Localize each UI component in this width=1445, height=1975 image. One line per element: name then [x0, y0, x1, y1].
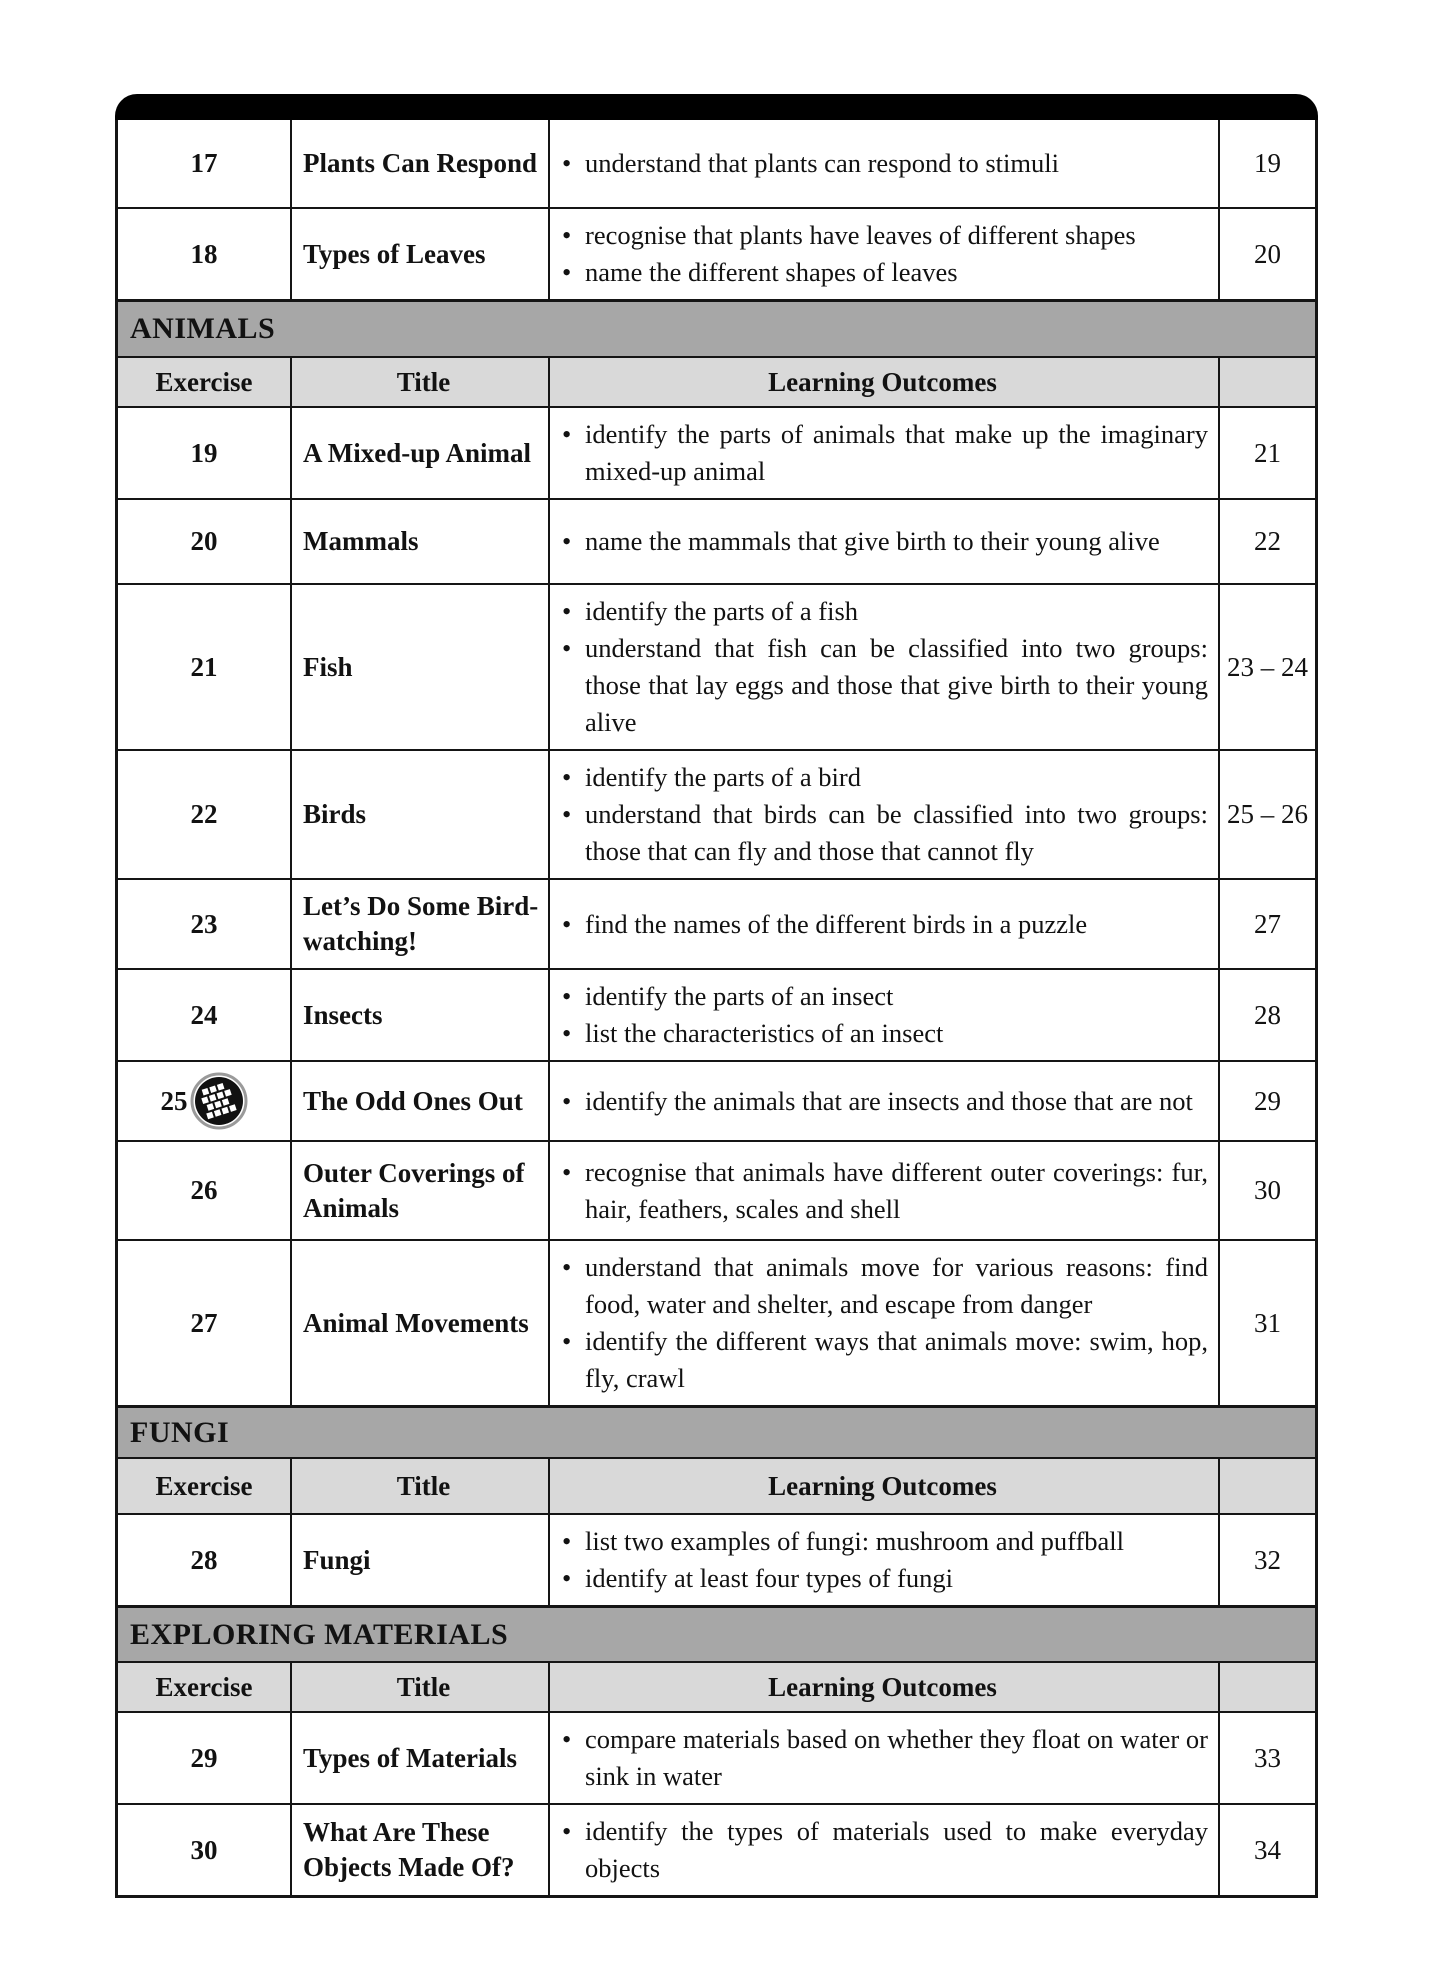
- col-header-title: Title: [396, 1470, 451, 1501]
- page-number: 19: [1254, 148, 1281, 178]
- section-band-animals: [118, 299, 1315, 356]
- exercise-title: The Odd Ones Out: [303, 1085, 523, 1116]
- table-row: [118, 1060, 1315, 1140]
- exercise-number: 28: [190, 1544, 218, 1575]
- exercise-number: 29: [190, 1742, 218, 1773]
- exercise-title: Fungi: [303, 1544, 371, 1575]
- table-row: [118, 120, 1315, 207]
- col-header-exercise: Exercise: [155, 1470, 253, 1501]
- table-row: [118, 406, 1315, 498]
- page-number: 20: [1254, 238, 1281, 269]
- page-top-black-bar: [115, 94, 1318, 120]
- exercise-number: 22: [190, 799, 218, 829]
- learning-outcome: • identify the parts of a fish: [557, 593, 1208, 630]
- exercise-title: Plants Can Respond: [303, 148, 538, 178]
- section-band-fungi: [118, 1405, 1315, 1457]
- col-header-exercise: Exercise: [155, 1671, 253, 1702]
- section-label: FUNGI: [130, 1415, 230, 1449]
- learning-outcome: • find the names of the different birds in a puzzle: [557, 906, 1208, 943]
- contents-table: [115, 94, 1318, 1898]
- learning-outcome: • identify the types of materials used to make everyday objects: [557, 1813, 1208, 1887]
- exercise-title: Types of Materials: [303, 1742, 517, 1773]
- learning-outcome: • identify the parts of animals that make up the imaginary mixed-up animal: [557, 416, 1208, 490]
- learning-outcome: • identify the parts of a bird: [557, 759, 1208, 796]
- table-row: [118, 968, 1315, 1060]
- learning-outcome: • understand that plants can respond to stimuli: [557, 145, 1208, 182]
- table-row: [118, 1513, 1315, 1605]
- page-number: 33: [1254, 1742, 1281, 1773]
- table-body: [115, 120, 1318, 1898]
- exercise-number: 18: [190, 238, 218, 269]
- learning-outcome: • recognise that animals have different outer coverings: fur, hair, feathers, scales and shell: [557, 1154, 1208, 1228]
- table-row: [118, 1803, 1315, 1895]
- exercise-title: What Are These Objects Made Of?: [303, 1817, 515, 1882]
- section-band-exploring-materials: [118, 1605, 1315, 1661]
- learning-outcome: • recognise that plants have leaves of different shapes: [557, 217, 1208, 254]
- exercise-number: 27: [190, 1307, 218, 1338]
- col-header-title: Title: [396, 1671, 451, 1702]
- learning-outcome: • list the characteristics of an insect: [557, 1015, 1208, 1052]
- col-header-outcomes: Learning Outcomes: [768, 366, 997, 397]
- table-row: [118, 583, 1315, 749]
- learning-outcome: • compare materials based on whether they float on water or sink in water: [557, 1721, 1208, 1795]
- page-number: 22: [1254, 526, 1281, 556]
- learning-outcome: • identify the parts of an insect: [557, 978, 1208, 1015]
- exercise-number: 23: [190, 908, 218, 939]
- table-row: [118, 1711, 1315, 1803]
- col-header-exercise: Exercise: [155, 366, 253, 397]
- page-number: 21: [1254, 437, 1281, 468]
- learning-outcome: • list two examples of fungi: mushroom and puffball: [557, 1523, 1208, 1560]
- page-number: 31: [1254, 1307, 1281, 1338]
- exercise-number: 25: [160, 1085, 188, 1116]
- table-row: [118, 207, 1315, 299]
- exercise-title: Animal Movements: [303, 1307, 529, 1338]
- table-row: [118, 878, 1315, 968]
- learning-outcome: • understand that animals move for various reasons: find food, water and shelter, and escape from danger: [557, 1249, 1208, 1323]
- table-row: [118, 498, 1315, 583]
- exercise-title: Mammals: [303, 526, 419, 556]
- page-number: 23 – 24: [1227, 651, 1308, 682]
- learning-outcome: • identify the animals that are insects and those that are not: [557, 1083, 1208, 1120]
- learning-outcome: • identify at least four types of fungi: [557, 1560, 1208, 1597]
- page-number: 29: [1254, 1085, 1281, 1116]
- learning-outcome: • name the mammals that give birth to their young alive: [557, 523, 1208, 560]
- exercise-title: Let’s Do Some Bird-watching!: [303, 891, 539, 956]
- exercise-title: Types of Leaves: [303, 238, 486, 269]
- column-header-row: [118, 1661, 1315, 1711]
- page-number: 27: [1254, 908, 1281, 939]
- exercise-title: Fish: [303, 651, 353, 682]
- column-header-row: [118, 1457, 1315, 1513]
- exercise-number: 19: [190, 437, 218, 468]
- page-number: 30: [1254, 1175, 1281, 1205]
- exercise-number: 21: [190, 651, 218, 682]
- page-number: 32: [1254, 1544, 1281, 1575]
- col-header-title: Title: [396, 366, 451, 397]
- page-number: 28: [1254, 999, 1281, 1030]
- pixel-badge-icon: [190, 1072, 248, 1130]
- exercise-number: 20: [190, 526, 218, 556]
- exercise-title: Outer Coverings of Animals: [303, 1157, 525, 1223]
- learning-outcome: • understand that fish can be classified into two groups: those that lay eggs and those that give birth to their young alive: [557, 630, 1208, 741]
- col-header-outcomes: Learning Outcomes: [768, 1671, 997, 1702]
- learning-outcome: • name the different shapes of leaves: [557, 254, 1208, 291]
- exercise-title: Birds: [303, 799, 367, 829]
- table-row: [118, 749, 1315, 878]
- exercise-number: 24: [190, 999, 218, 1030]
- exercise-title: A Mixed-up Animal: [303, 437, 532, 468]
- section-label: ANIMALS: [130, 312, 276, 345]
- page-number: 34: [1254, 1834, 1281, 1865]
- col-header-outcomes: Learning Outcomes: [768, 1470, 997, 1501]
- page-number: 25 – 26: [1227, 799, 1308, 829]
- exercise-number: 30: [190, 1834, 218, 1865]
- table-row: [118, 1140, 1315, 1239]
- learning-outcome: • identify the different ways that animals move: swim, hop, fly, crawl: [557, 1323, 1208, 1397]
- section-label: EXPLORING MATERIALS: [130, 1617, 509, 1651]
- table-row: [118, 1239, 1315, 1405]
- exercise-number: 26: [190, 1175, 218, 1205]
- learning-outcome: • understand that birds can be classified into two groups: those that can fly and those that cannot fly: [557, 796, 1208, 870]
- exercise-title: Insects: [303, 999, 383, 1030]
- column-header-row: [118, 356, 1315, 406]
- exercise-number: 17: [190, 148, 218, 178]
